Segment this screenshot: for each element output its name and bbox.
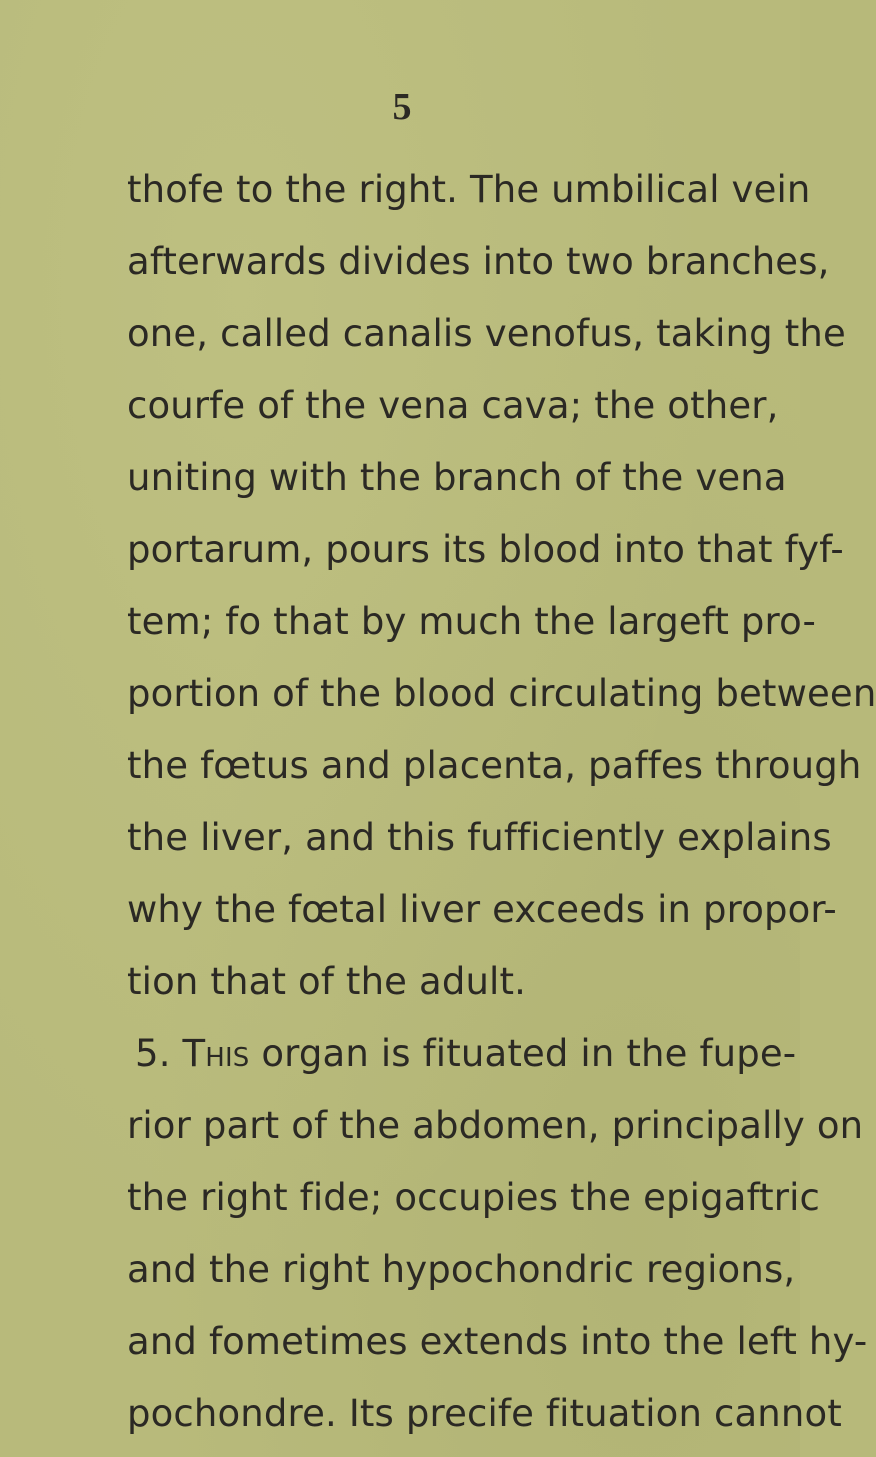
text-line-2: afterwards divides into two branches, <box>127 240 830 283</box>
text-line-8: portion of the blood circulating between <box>127 672 876 715</box>
page-number: 5 <box>392 86 412 128</box>
text-line-13 <box>127 1024 797 1096</box>
text-line-14: rior part of the abdomen, principally on <box>127 1104 864 1147</box>
text-line-4: courfe of the vena cava; the other, <box>127 384 779 427</box>
text-line-7: tem; fo that by much the largeft pro- <box>127 600 817 643</box>
section-line-rest: organ is fituated in the fupe- <box>261 1032 797 1075</box>
text-line-18: pochondre. Its precife fituation cannot <box>127 1392 842 1435</box>
text-line-3: one, called canalis venofus, taking the <box>127 312 846 355</box>
section-number: 5. <box>135 1032 171 1075</box>
text-line-11: why the fœtal liver exceeds in propor- <box>127 888 837 931</box>
text-line-16: and the right hypochondric regions, <box>127 1248 796 1291</box>
page-body-text <box>127 160 876 1456</box>
text-line-17: and fometimes extends into the left hy- <box>127 1320 868 1363</box>
text-line-6: portarum, pours its blood into that fyf- <box>127 528 844 571</box>
text-line-15: the right fide; occupies the epigaftric <box>127 1176 821 1219</box>
text-line-12: tion that of the adult. <box>127 960 527 1003</box>
text-line-9: the fœtus and placenta, paffes through <box>127 744 862 787</box>
text-line-1: thofe to the right. The umbilical vein <box>127 168 811 211</box>
text-line-10: the liver, and this fufficiently explains <box>127 816 832 859</box>
section-lead-word: This <box>182 1032 250 1075</box>
text-line-5: uniting with the branch of the vena <box>127 456 787 499</box>
